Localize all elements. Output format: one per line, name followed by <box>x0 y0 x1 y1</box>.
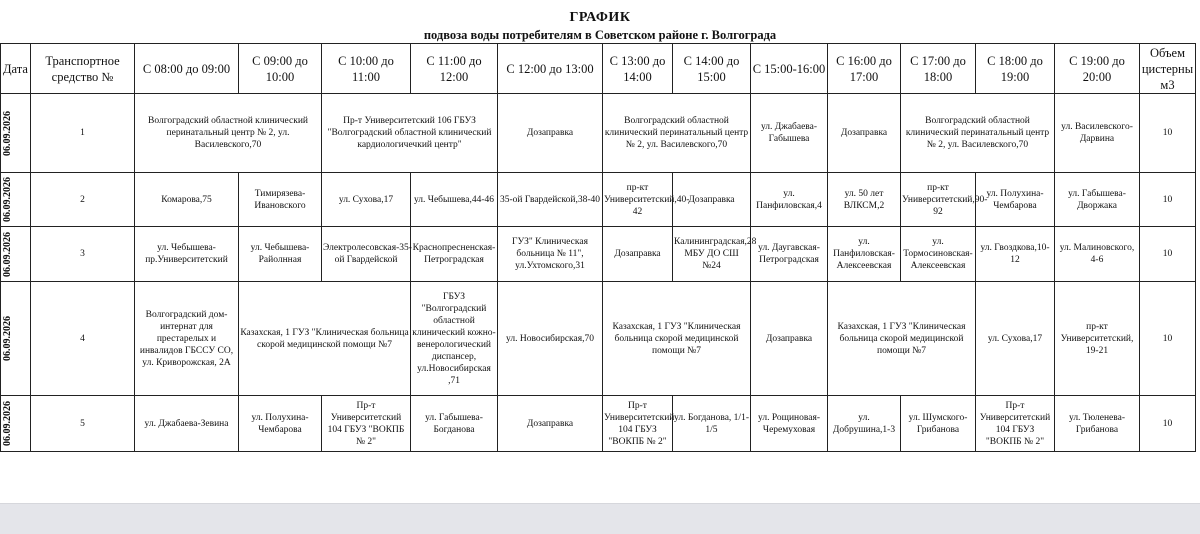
schedule-cell: ГБУЗ "Волгоградский областной клинический кожно-венерологический диспансер, ул.Новосибирская ,71 <box>411 282 498 396</box>
header-slot-16: С 16:00 до 17:00 <box>828 44 901 94</box>
vehicle-number: 4 <box>31 282 135 396</box>
schedule-cell: ул. Шумского-Грибанова <box>901 396 976 452</box>
viewer-bottom-bar <box>0 503 1200 534</box>
schedule-cell: пр-кт Университетский, 19-21 <box>1055 282 1140 396</box>
schedule-cell: ГУЗ" Клиническая больница № 11", ул.Ухтомского,31 <box>498 227 603 282</box>
document-subtitle: подвоза воды потребителям в Советском районе г. Волгограда <box>423 28 777 42</box>
date-label: 06.09.2026 <box>2 316 13 361</box>
schedule-cell: пр-кт Университетский,90-92 <box>901 173 976 227</box>
schedule-cell: Казахская, 1 ГУЗ "Клиническая больница скорой медицинской помощи №7 <box>239 282 411 396</box>
date-cell <box>1 94 31 173</box>
schedule-cell: ул. Богданова, 1/1-1/5 <box>673 396 751 452</box>
schedule-cell: ул. Чебышева-Райолнная <box>239 227 322 282</box>
header-slot-12: С 12:00 до 13:00 <box>498 44 603 94</box>
date-label: 06.09.2026 <box>2 177 13 222</box>
tank-volume: 10 <box>1140 396 1196 452</box>
schedule-cell: Пр-т Университетский 104 ГБУЗ "ВОКПБ № 2" <box>322 396 411 452</box>
header-slot-11: С 11:00 до 12:00 <box>411 44 498 94</box>
header-vehicle: Транспортное средство № <box>31 44 135 94</box>
schedule-cell: ул. Новосибирская,70 <box>498 282 603 396</box>
schedule-cell: Пр-т Университетский 104 ГБУЗ "ВОКПБ № 2" <box>603 396 673 452</box>
tank-volume: 10 <box>1140 282 1196 396</box>
tank-volume: 10 <box>1140 173 1196 227</box>
schedule-cell: ул. 50 лет ВЛКСМ,2 <box>828 173 901 227</box>
date-cell <box>1 396 31 452</box>
schedule-cell: ул. Полухина-Чембарова <box>976 173 1055 227</box>
schedule-cell: Дозаправка <box>498 94 603 173</box>
schedule-cell: ул. Чебышева,44-46 <box>411 173 498 227</box>
schedule-cell: ул. Тормосиновская-Алексеевская <box>901 227 976 282</box>
schedule-cell: Краснопресненская-Петроградская <box>411 227 498 282</box>
schedule-cell: Дозаправка <box>498 396 603 452</box>
schedule-cell: Дозаправка <box>828 94 901 173</box>
schedule-cell: пр-кт Университетский,40-42 <box>603 173 673 227</box>
document-title: ГРАФИК <box>569 10 631 25</box>
vehicle-number: 5 <box>31 396 135 452</box>
vehicle-number: 3 <box>31 227 135 282</box>
schedule-cell: ул. Полухина-Чембарова <box>239 396 322 452</box>
schedule-cell: Дозаправка <box>603 227 673 282</box>
header-date: Дата <box>1 44 31 94</box>
schedule-cell: ул. Гвоздкова,10-12 <box>976 227 1055 282</box>
schedule-cell: ул. Джабаева-Зевина <box>135 396 239 452</box>
header-slot-19: С 19:00 до 20:00 <box>1055 44 1140 94</box>
schedule-cell: Комарова,75 <box>135 173 239 227</box>
schedule-cell: Казахская, 1 ГУЗ "Клиническая больница скорой медицинской помощи №7 <box>603 282 751 396</box>
date-label: 06.09.2026 <box>2 231 13 277</box>
schedule-cell: Электролесовская-35-ой Гвардейской <box>322 227 411 282</box>
table-row <box>1 173 1196 227</box>
header-volume: Объем цистерны м3 <box>1140 44 1196 94</box>
vehicle-number: 1 <box>31 94 135 173</box>
table-row <box>1 227 1196 282</box>
schedule-cell: ул. Добрушина,1-3 <box>828 396 901 452</box>
header-slot-18: С 18:00 до 19:00 <box>976 44 1055 94</box>
schedule-cell: Пр-т Университетский 106 ГБУЗ "Волгоградский областной клинический кардиологичечкий центр" <box>322 94 498 173</box>
schedule-cell: ул. Сухова,17 <box>322 173 411 227</box>
schedule-cell: ул. Даугавская-Петроградская <box>751 227 828 282</box>
schedule-table <box>0 43 1196 452</box>
table-row <box>1 94 1196 173</box>
schedule-cell: Пр-т Университетский 104 ГБУЗ "ВОКПБ № 2" <box>976 396 1055 452</box>
schedule-cell: ул. Джабаева-Габышева <box>751 94 828 173</box>
schedule-cell: Волгоградский областной клинический перинатальный центр № 2, ул. Василевского,70 <box>135 94 322 173</box>
header-slot-13: С 13:00 до 14:00 <box>603 44 673 94</box>
schedule-cell: ул. Чебышева-пр.Университетский <box>135 227 239 282</box>
schedule-cell: ул. Габышева-Дворжака <box>1055 173 1140 227</box>
schedule-cell: ул. Малиновского, 4-6 <box>1055 227 1140 282</box>
date-cell <box>1 173 31 227</box>
schedule-cell: Волгоградский дом-интернат для престарелых и инвалидов ГБССУ СО, ул. Криворожская, 2А <box>135 282 239 396</box>
table-row <box>1 282 1196 396</box>
schedule-cell: ул. Рощиновая-Черемуховая <box>751 396 828 452</box>
schedule-cell: 35-ой Гвардейской,38-40 <box>498 173 603 227</box>
schedule-cell: Калининградская,28 МБУ ДО СШ №24 <box>673 227 751 282</box>
date-cell <box>1 282 31 396</box>
header-slot-15: С 15:00-16:00 <box>751 44 828 94</box>
schedule-cell: Волгоградский областной клинический перинатальный центр № 2, ул. Василевского,70 <box>901 94 1055 173</box>
schedule-cell: Казахская, 1 ГУЗ "Клиническая больница скорой медицинской помощи №7 <box>828 282 976 396</box>
schedule-cell: ул. Панфиловская-Алексеевская <box>828 227 901 282</box>
header-slot-08: С 08:00 до 09:00 <box>135 44 239 94</box>
schedule-cell: ул. Габышева-Богданова <box>411 396 498 452</box>
header-slot-09: С 09:00 до 10:00 <box>239 44 322 94</box>
schedule-cell: Тимирязева-Ивановского <box>239 173 322 227</box>
schedule-cell: Дозаправка <box>751 282 828 396</box>
schedule-cell: ул. Тюленева-Грибанова <box>1055 396 1140 452</box>
schedule-cell: ул. Василевского-Дарвина <box>1055 94 1140 173</box>
header-row <box>1 44 1196 94</box>
vehicle-number: 2 <box>31 173 135 227</box>
header-slot-10: С 10:00 до 11:00 <box>322 44 411 94</box>
date-label: 06.09.2026 <box>2 110 13 156</box>
tank-volume: 10 <box>1140 227 1196 282</box>
date-cell <box>1 227 31 282</box>
header-slot-14: С 14:00 до 15:00 <box>673 44 751 94</box>
page-bottom-margin <box>0 470 1200 503</box>
date-label: 06.09.2026 <box>2 401 13 446</box>
schedule-cell: Дозаправка <box>673 173 751 227</box>
schedule-cell: Волгоградский областной клинический перинатальный центр № 2, ул. Василевского,70 <box>603 94 751 173</box>
header-slot-17: С 17:00 до 18:00 <box>901 44 976 94</box>
table-row <box>1 396 1196 452</box>
schedule-cell: ул. Панфиловская,4 <box>751 173 828 227</box>
tank-volume: 10 <box>1140 94 1196 173</box>
schedule-cell: ул. Сухова,17 <box>976 282 1055 396</box>
